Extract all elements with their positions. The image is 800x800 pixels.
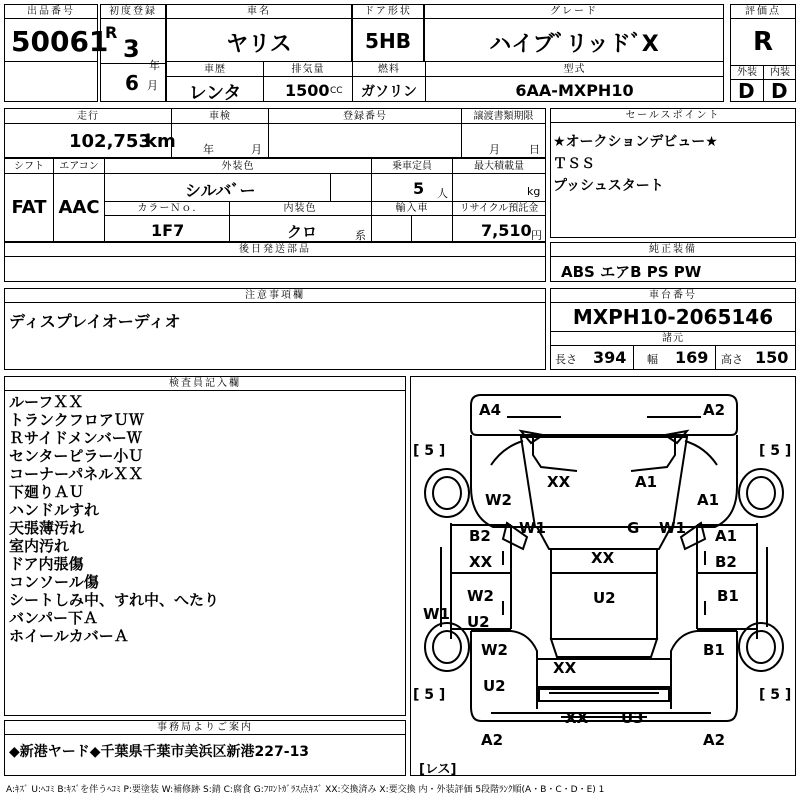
shift-header: シフト [14,161,44,172]
chassis-number: MXPH10-2065146 [572,305,774,329]
mileage-unit: km [145,131,176,152]
int-color-header: 内装色 [283,203,317,214]
damage-mark: A1 [697,491,720,509]
lot-number-box [4,4,109,102]
damage-mark: W2 [485,491,512,509]
damage-mark: G [627,519,640,537]
office-header: 事務局よりご案内 [5,721,405,735]
recycle: 7,510 [481,221,532,240]
spec-height: 150 [755,348,789,367]
grade-box [424,4,724,62]
later-parts-box [4,242,546,282]
chassis-header: 車台番号 [551,289,795,303]
office-note: ◆新港ヤード◆千葉県千葉市美浜区新港227-13 [9,744,310,760]
mileage-row [4,108,546,158]
damage-mark: A4 [479,401,502,419]
displacement-unit: CC [330,86,343,96]
tire-label-fr: [ 5 ] [759,443,792,459]
notes-box [4,288,546,370]
spec-width-label: 幅 [647,353,658,366]
inspector-note: コンソール傷 [9,573,99,591]
damage-mark: A2 [703,731,726,749]
inspector-header: 検査員記入欄 [5,377,405,391]
damage-mark: U2 [593,589,616,607]
fuel: ガソリン [361,84,417,100]
import-header: 輸入車 [395,203,429,214]
car-name-box [166,4,352,62]
inspector-note: トランクフロアＵＷ [9,411,144,429]
genuine-equipment-box [550,242,796,282]
spec-block [4,158,546,242]
office-box [4,720,406,776]
inspection-header: 車検 [209,111,231,122]
damage-mark: W2 [481,641,508,659]
damage-mark: XX [591,549,615,567]
displacement: 1500 [285,81,330,100]
aircon: AAC [58,197,100,218]
aircon-header: エアコン [59,161,99,172]
exterior-grade-header: 外装 [737,67,757,78]
spec-length-label: 長さ [555,353,577,366]
mileage-header: 走行 [77,111,99,122]
inspector-note: センターピラー小Ｕ [9,447,144,465]
damage-mark: B1 [717,587,739,605]
damage-mark: W1 [659,519,686,537]
damage-mark: U2 [483,677,506,695]
history-header: 車歴 [204,64,226,75]
recycle-unit: 円 [531,229,542,242]
grade-header: グレード [425,5,723,19]
capacity-header: 乗車定員 [392,161,432,172]
score-box [730,4,796,102]
max-load-unit: kg [527,185,541,198]
displacement-header: 排気量 [291,64,325,75]
reg-no-header: 登録番号 [343,111,387,122]
inspector-note: シートしみ中、すれ中、へたり [9,591,220,609]
car-outline-diagram [411,377,797,777]
legend: A:ｷｽﾞ U:ﾍｺﾐ B:ｷｽﾞを伴うﾍｺﾐ P:要塗装 W:補修跡 S:錆 C:腐食 G:ﾌﾛﾝﾄｶﾞﾗｽ点ｷｽﾞ XX:交換済み X:要交換 内・外装評価 5段階ﾗﾝｸ順(A・B・C・D・E) 1 [6,785,605,795]
genuine-equipment-header: 純正装備 [551,243,795,257]
inspector-box [4,376,406,716]
inspector-note: ホイールカバーＡ [9,627,129,645]
damage-mark: A2 [703,401,726,419]
specs-header: 諸元 [662,333,684,344]
damage-mark: W2 [467,587,494,605]
damage-mark: XX [547,473,571,491]
ext-color-header: 外装色 [221,161,255,172]
interior-grade: D [771,79,788,103]
later-parts-header: 後日発送部品 [5,243,545,257]
reg-year-unit: 年 [149,59,160,72]
chassis-box [550,288,796,370]
inspector-note: バンパー下Ａ [9,609,98,627]
sale-points-box [550,108,796,238]
score: R [752,27,774,57]
reg-month: 6 [125,71,139,95]
inspection-month-unit: 月 [251,143,262,156]
inspector-note: 下廻りＡＵ [9,483,85,501]
inspection-year-unit: 年 [203,143,214,156]
damage-mark: B1 [703,641,725,659]
transfer-month-unit: 月 [489,143,500,156]
door-type-box [352,4,424,62]
interior-grade-header: 内装 [770,67,790,78]
grade: ハイブﾞリッドﾞX [489,32,659,57]
inspector-note: 天張薄汚れ [9,519,85,537]
car-name-header: 車名 [167,5,351,19]
inspector-note: 室内汚れ [9,537,70,555]
mileage: 102,753 [69,131,151,152]
capacity-unit: 人 [437,187,448,200]
genuine-equipment: ABS エアB PS PW [561,263,702,281]
notes-text: ディスプレイオーディオ [9,312,181,331]
damage-mark: U3 [621,709,644,727]
first-registration-header: 初度登録 [101,5,165,19]
sale-point-1: ★オークションデビュー★ [553,134,718,150]
color-no-header: カラーＮｏ. [137,203,197,214]
damage-mark: A1 [715,527,738,545]
transfer-deadline-header: 譲渡書類期限 [473,111,534,122]
door-type-header: ドア形状 [353,5,423,19]
damage-mark: XX [469,553,493,571]
second-row-box [166,61,724,102]
spec-length: 394 [593,348,627,367]
int-color: クロ [287,223,318,241]
sale-points-header: セールスポイント [551,109,795,123]
car-name: ヤリス [226,32,292,57]
tire-label-fl: [ 5 ] [413,443,446,459]
int-color-unit: 系 [355,229,366,242]
inspector-note: ドア内張傷 [9,555,84,573]
damage-mark: XX [565,709,589,727]
damage-mark: W1 [423,605,450,623]
spec-height-label: 高さ [721,353,743,366]
era: R [105,23,118,42]
damage-mark: U2 [467,613,490,631]
history: レンタ [188,83,242,104]
transfer-day-unit: 日 [529,143,540,156]
inspector-note: ハンドルすれ [9,501,100,519]
spare-tire-label: [レス] [419,762,457,777]
model-code: 6AA-MXPH10 [515,81,634,100]
lot-number: 50061 [11,25,109,58]
sale-point-3: プッシュスタート [553,178,664,194]
damage-mark: A2 [481,731,504,749]
fuel-header: 燃料 [378,64,400,75]
sale-point-2: ＴＳＳ [553,156,595,172]
spec-width: 169 [675,348,709,367]
door-type: 5HB [365,29,411,53]
damage-diagram-box [410,376,796,776]
recycle-header: リサイクル預託金 [459,203,539,214]
exterior-grade: D [738,79,755,103]
inspector-note: コーナーパネルＸＸ [9,465,144,483]
capacity: 5 [413,179,425,198]
shift: FAT [11,197,47,218]
damage-mark: B2 [469,527,491,545]
inspector-note: ＲサイドメンバーＷ [9,429,142,447]
reg-year: 3 [123,35,140,63]
tire-label-rr: [ 5 ] [759,687,792,703]
tire-label-rl: [ 5 ] [413,687,446,703]
damage-mark: W1 [519,519,546,537]
max-load-header: 最大積載量 [474,161,524,172]
reg-month-unit: 月 [147,79,158,92]
inspector-note: ルーフＸＸ [9,393,84,411]
ext-color: シルバﾞー [185,181,256,200]
lot-number-header: 出品番号 [5,5,97,19]
score-header: 評価点 [731,5,795,19]
damage-mark: XX [553,659,577,677]
first-registration-box [100,4,166,102]
notes-header: 注意事項欄 [5,289,545,303]
color-no: 1F7 [151,221,185,240]
damage-mark: A1 [635,473,658,491]
model-code-header: 型式 [563,64,586,75]
damage-mark: B2 [715,553,737,571]
